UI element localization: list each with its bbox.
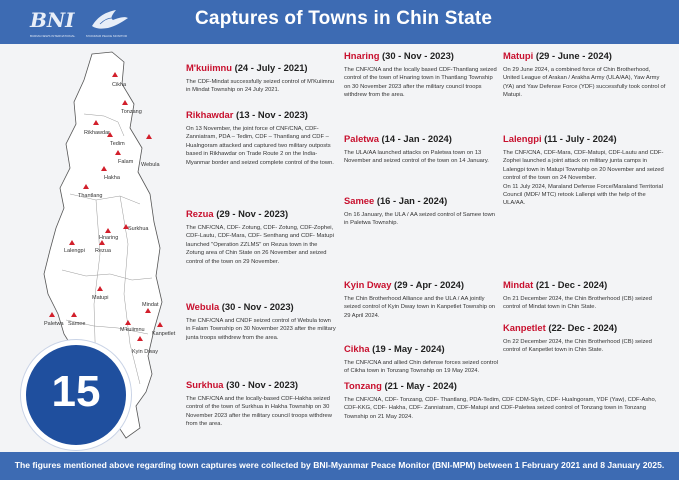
- entry-description: On 21 December 2024, the Chin Brotherhood (CB) seized control of Mindat town in Chin State.: [503, 296, 652, 311]
- mpm-dove-logo: [86, 6, 130, 40]
- entry-description: On 29 June 2024, a combined force of Chin Brotherhood, United League of Arakan / Arakha Army (ULA/AA), Yaw Army (YA) and Yaw Defense Force (YDF) successfully took control of Matupi.: [503, 67, 666, 99]
- town-label-thantlang: Thantlang: [78, 193, 103, 199]
- entry-town-name: Kanpetlet: [503, 322, 546, 333]
- bni-logo: [30, 8, 82, 38]
- dove-icon: [86, 6, 130, 34]
- entry-webula: [186, 301, 336, 342]
- entry-date: (24 - July - 2021): [234, 62, 308, 73]
- entry-town-name: Kyin Dway: [344, 279, 392, 290]
- entry-rezua: [186, 208, 336, 266]
- town-label-samee: Samee: [68, 321, 86, 327]
- entry-town-name: Rikhawdar: [186, 109, 234, 120]
- town-label-tonzang: Tonzang: [121, 109, 142, 115]
- entry-town-name: Matupi: [503, 50, 534, 61]
- entry-date: (30 - Nov - 2023): [382, 50, 454, 61]
- town-count-value: 15: [51, 367, 101, 416]
- entry-kanpetlet: [503, 322, 666, 355]
- entry-date: (29 - Nov - 2023): [216, 208, 289, 219]
- entry-description: The Chin Brotherhood Alliance and the ULA / AA jointly seized control of Kyin Dway town in Kanpetlet Township on 29 April 2024.: [344, 296, 496, 319]
- footer-banner: [0, 452, 679, 480]
- header-banner: [0, 0, 679, 44]
- entry-town-name: Paletwa: [344, 133, 379, 144]
- town-label-hakha: Hakha: [104, 175, 120, 181]
- entry-hnaring: [344, 50, 499, 100]
- entry-date: (21 - Dec - 2024): [535, 279, 608, 290]
- page-title: Captures of Towns in Chin State: [195, 8, 493, 29]
- marker-webula: [146, 134, 152, 139]
- footer-note: The figures mentioned above regarding town captures were collected by BNI-Myanmar Peace Monitor (BNI-MPM) between 1 February 2021 and 8 January 2025.: [14, 460, 665, 470]
- entry-description: The CNF/CNA, CDF- Tonzang, CDF- Thantlang, PDA-Tedim, CDF CDM-Siyin, CDF- Hualngoram, YDF (Yaw), CDF-Asho, CDF-KKG, CDF- Hakha, CDF- Zanniatram, CDF-Matupi and CDF-Paletwa seized control of Tonzang town in Tonzang Township on 21 May 2024.: [344, 397, 657, 420]
- town-label-paletwa: Paletwa: [44, 321, 64, 327]
- entry-tonzang: [344, 380, 666, 421]
- entry-samee: [344, 195, 499, 228]
- entry-town-name: Webula: [186, 301, 220, 312]
- entry-date: (30 - Nov - 2023): [226, 379, 299, 390]
- entry-date: (22- Dec - 2024): [548, 322, 618, 333]
- bni-logo-subtitle: BURMA NEWS INTERNATIONAL: [30, 34, 76, 38]
- entry-town-name: Rezua: [186, 208, 214, 219]
- entry-date: (16 - Jan - 2024): [376, 195, 448, 206]
- marker-kanpetlet: [157, 322, 163, 327]
- town-label-hnaring: Hnaring: [99, 235, 119, 241]
- entry-date: (21 - May - 2024): [384, 380, 457, 391]
- mpm-logo-subtitle: MYANMAR PEACE MONITOR: [86, 34, 128, 38]
- entry-description: The CNF/CNA and CNDF seized control of Webula town in Falam Township on 30 November 2023 after the military junta troops withdrew from the area.: [186, 318, 336, 341]
- town-label-rezua: Rezua: [95, 248, 111, 254]
- entry-description: The CNF/CNA, CDF-Mara, CDF-Matupi, CDF-Lautu and CDF-Zophei launched a joint attack on military junta camps in Lalengpi town in Matupi Township on 20 November and seized control of the town on 24 November. On 11 July 2024, Maraland Defense Force/Maraland Territorial Council (MDF/ MTC) retook Lallenpi with the help of the ULA/AA.: [503, 150, 664, 207]
- entry-town-name: Tonzang: [344, 380, 382, 391]
- entry-lalengpi: [503, 133, 666, 208]
- entry-town-name: Surkhua: [186, 379, 224, 390]
- town-label-webula: Webula: [141, 162, 160, 168]
- town-label-mkuiimnu: M'kuiimnu: [120, 327, 145, 333]
- entry-matupi: [503, 50, 666, 100]
- town-label-mindat: Mindat: [142, 302, 159, 308]
- entry-date: (29 - June - 2024): [535, 50, 612, 61]
- town-label-kyin-dway: Kyin Dway: [132, 349, 158, 355]
- town-label-kanpetlet: Kanpetlet: [152, 331, 176, 337]
- entry-town-name: Hnaring: [344, 50, 380, 61]
- marker-paletwa: [49, 312, 55, 317]
- entry-description: The CNF/CNA and allied Chin defense forces seized control of Cikha town in Tonzang Township on 19 May 2024.: [344, 360, 499, 375]
- entry-date: (19 - May - 2024): [372, 343, 445, 354]
- bni-logo-mark: BNI: [30, 8, 75, 32]
- entry-town-name: Samee: [344, 195, 375, 206]
- entry-date: (30 - Nov - 2023): [221, 301, 294, 312]
- entry-town-name: Mindat: [503, 279, 534, 290]
- entry-date: (14 - Jan - 2024): [381, 133, 452, 144]
- entry-cikha: [344, 343, 499, 376]
- entry-kyin-dway: [344, 279, 499, 320]
- entry-description: The CNF/CNA, CDF- Zotung, CDF- Zotung, CDF-Zophei, CDF-Lautu, CDF-Mara, CDF- Senthang and CDF- Matupi launched "Operation ZZLMS" on Rezua town in the Zotung area of Chin State on 26 November and seized control of the town on 29 November.: [186, 225, 334, 265]
- entry-mkuiimnu: [186, 62, 336, 95]
- entry-description: The CDF-Mindat successfully seized control of M'Kuiimnu in Mindat Township on 24 July 2021.: [186, 79, 335, 94]
- town-label-surkhua: Surkhua: [128, 226, 149, 232]
- entry-town-name: Cikha: [344, 343, 370, 354]
- entry-description: The CNF/CNA and the locally based CDF-Thantlang seized control of the town of Hnaring town in Thantlang Township on 30 November 2023 after the military council troops withdrew from the area.: [344, 67, 497, 99]
- town-label-falam: Falam: [118, 159, 134, 165]
- entry-mindat: [503, 279, 666, 312]
- entry-date: (29 - Apr - 2024): [394, 279, 465, 290]
- entry-description: On 13 November, the joint force of CNF/CNA, CDF-Zanniatram, PDA – Tedim, CDF – Thantlang and CDF – Hualngoram attacked and captured two military outposts based in Rikhawdar on Trade Route 2 on the India-Myanmar border and seized complete control of the town.: [186, 126, 334, 166]
- entry-description: The CNF/CNA and the locally-based CDF-Hakha seized control of the town of Surkhua in Hakha Township on 30 November 2023 after the military council troops withdrew from the area.: [186, 396, 332, 428]
- entry-rikhawdar: [186, 109, 336, 167]
- town-label-cikha: Cikha: [112, 82, 127, 88]
- entry-town-name: M'kuiimnu: [186, 62, 232, 73]
- entry-town-name: Lalengpi: [503, 133, 542, 144]
- town-label-tedim: Tedim: [110, 141, 125, 147]
- town-label-lalengpi: Lalengpi: [64, 248, 85, 254]
- town-count-badge: [21, 340, 131, 450]
- entry-description: On 22 December 2024, the Chin Brotherhood (CB) seized control of Kanpetlet town in Chin State.: [503, 339, 652, 354]
- entry-description: On 16 January, the ULA / AA seized control of Samee town in Paletwa Township.: [344, 212, 496, 227]
- town-label-matupi: Matupi: [92, 295, 109, 301]
- entry-surkhua: [186, 379, 336, 429]
- entry-date: (11 - July - 2024): [544, 133, 617, 144]
- town-label-rikhawdar: Rikhawdar: [84, 130, 110, 136]
- entry-paletwa: [344, 133, 499, 166]
- entry-date: (13 - Nov - 2023): [236, 109, 308, 120]
- entry-description: The ULA/AA launched attacks on Paletwa town on 13 November and seized control of the town on 14 January.: [344, 150, 489, 165]
